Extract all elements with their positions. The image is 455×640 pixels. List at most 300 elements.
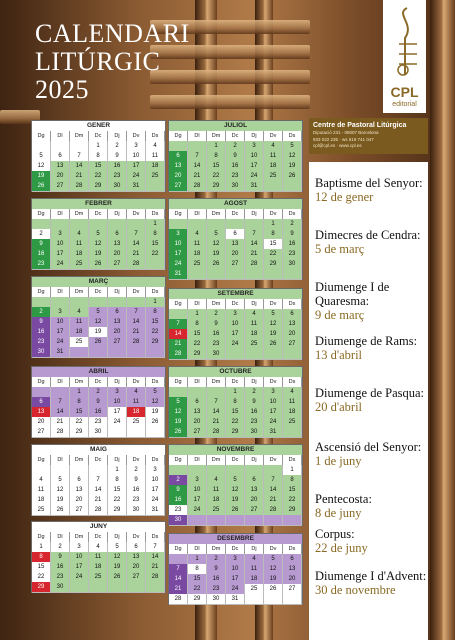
title-year: 2025	[35, 75, 89, 104]
weekday-label: Dv	[264, 209, 283, 220]
day-cell: 26	[108, 572, 127, 583]
weekday-header	[169, 299, 302, 309]
feast-item	[315, 280, 427, 322]
week-row	[169, 339, 302, 349]
day-cell	[89, 347, 108, 358]
weekday-label: Dl	[188, 455, 207, 466]
day-cell: 20	[51, 171, 70, 182]
weekday-label: Dm	[207, 544, 226, 555]
day-cell: 23	[207, 584, 226, 595]
day-cell: 19	[32, 171, 51, 182]
week-row	[32, 465, 165, 475]
day-cell: 3	[169, 229, 188, 240]
day-cell: 17	[146, 485, 165, 496]
day-cell: 13	[32, 407, 51, 418]
day-cell: 22	[146, 249, 165, 260]
day-cell	[207, 515, 226, 526]
day-cell: 6	[108, 229, 127, 240]
day-cell: 21	[127, 327, 146, 338]
day-cell: 11	[264, 151, 283, 162]
day-cell: 26	[32, 181, 51, 192]
day-cell: 1	[283, 465, 302, 476]
day-cell: 11	[207, 485, 226, 496]
day-cell	[264, 515, 283, 526]
week-row	[32, 181, 165, 191]
day-cell: 28	[169, 349, 188, 360]
day-cell: 12	[226, 485, 245, 496]
day-cell: 30	[169, 515, 188, 526]
weekday-label: Dm	[207, 377, 226, 388]
month-name: MAIG	[32, 445, 165, 455]
feast-date: 1 de juny	[315, 454, 362, 468]
day-cell: 19	[51, 495, 70, 506]
day-cell	[283, 269, 302, 280]
day-cell: 1	[264, 219, 283, 230]
weekday-header	[32, 209, 165, 219]
day-cell: 25	[245, 584, 264, 595]
feast-name: Diumenge I d'Advent:	[315, 569, 427, 583]
day-cell: 31	[169, 269, 188, 280]
weekday-label: Dg	[169, 299, 188, 310]
day-cell: 6	[169, 151, 188, 162]
weekday-header	[32, 455, 165, 465]
weekday-label: Dl	[51, 209, 70, 220]
day-cell: 25	[283, 417, 302, 428]
day-cell: 22	[207, 171, 226, 182]
weekday-label: Dg	[169, 209, 188, 220]
day-cell: 4	[89, 542, 108, 553]
weekday-label: Dc	[226, 455, 245, 466]
weekday-header	[169, 209, 302, 219]
day-cell: 31	[51, 347, 70, 358]
weekday-label: Ds	[146, 209, 165, 220]
day-cell: 16	[89, 407, 108, 418]
day-cell: 23	[283, 249, 302, 260]
week-row	[32, 495, 165, 505]
day-cell: 14	[245, 239, 264, 250]
day-cell: 10	[146, 475, 165, 486]
week-row	[169, 515, 302, 525]
day-cell: 8	[188, 319, 207, 330]
day-cell: 26	[51, 505, 70, 516]
week-row	[169, 171, 302, 181]
weekday-label: Dl	[51, 455, 70, 466]
month-name: GENER	[32, 121, 165, 131]
month-juliol	[168, 120, 303, 192]
day-cell: 11	[127, 397, 146, 408]
day-cell: 29	[108, 505, 127, 516]
day-cell: 5	[226, 475, 245, 486]
week-row	[169, 574, 302, 584]
week-row	[169, 475, 302, 485]
feast-item	[315, 334, 427, 362]
day-cell: 15	[207, 161, 226, 172]
weekday-label: Dl	[51, 131, 70, 142]
week-row	[32, 572, 165, 582]
day-cell: 3	[51, 307, 70, 318]
week-row	[169, 485, 302, 495]
day-cell: 2	[207, 554, 226, 565]
week-row	[169, 229, 302, 239]
day-cell: 3	[264, 387, 283, 398]
weekday-label: Dg	[32, 131, 51, 142]
weekday-header	[169, 131, 302, 141]
weekday-label: Dv	[127, 287, 146, 298]
day-cell	[146, 181, 165, 192]
day-cell: 14	[188, 161, 207, 172]
day-cell: 29	[146, 337, 165, 348]
weekday-label: Dv	[264, 131, 283, 142]
day-cell: 3	[146, 465, 165, 476]
day-cell: 17	[226, 329, 245, 340]
day-cell: 23	[32, 259, 51, 270]
week-row	[32, 171, 165, 181]
day-cell: 10	[127, 151, 146, 162]
day-cell: 22	[283, 495, 302, 506]
day-cell: 22	[264, 249, 283, 260]
day-cell: 26	[226, 505, 245, 516]
feast-item	[315, 440, 427, 468]
day-cell: 27	[51, 181, 70, 192]
day-cell: 27	[169, 181, 188, 192]
day-cell: 8	[188, 564, 207, 575]
day-cell: 15	[146, 317, 165, 328]
week-row	[32, 505, 165, 515]
day-cell: 7	[51, 397, 70, 408]
day-cell	[264, 269, 283, 280]
day-cell: 5	[89, 307, 108, 318]
day-cell: 18	[146, 161, 165, 172]
week-row	[32, 249, 165, 259]
weekday-label: Dl	[188, 209, 207, 220]
day-cell: 2	[127, 465, 146, 476]
day-cell: 25	[188, 259, 207, 270]
weekday-label: Dj	[245, 544, 264, 555]
day-cell: 18	[89, 562, 108, 573]
day-cell: 24	[169, 259, 188, 270]
week-row	[169, 219, 302, 229]
day-cell: 27	[245, 505, 264, 516]
day-cell: 30	[89, 427, 108, 438]
title-line: LITÚRGIC	[35, 47, 161, 76]
weekday-label: Ds	[146, 377, 165, 388]
day-cell: 30	[207, 349, 226, 360]
week-row	[169, 584, 302, 594]
weekday-label: Dc	[89, 455, 108, 466]
feast-date: 5 de març	[315, 242, 365, 256]
month-setembre	[168, 288, 303, 360]
day-cell: 8	[108, 475, 127, 486]
weekday-label: Ds	[146, 131, 165, 142]
day-cell: 25	[70, 259, 89, 270]
week-row	[32, 407, 165, 417]
day-cell	[245, 594, 264, 605]
day-cell: 7	[146, 542, 165, 553]
day-cell: 24	[245, 171, 264, 182]
day-cell: 30	[51, 582, 70, 593]
day-cell: 29	[32, 582, 51, 593]
day-cell	[89, 582, 108, 593]
day-cell: 22	[146, 327, 165, 338]
day-cell: 3	[127, 141, 146, 152]
day-cell: 9	[51, 552, 70, 563]
day-cell: 26	[146, 417, 165, 428]
weekday-label: Dc	[226, 131, 245, 142]
month-gener	[31, 120, 166, 192]
day-cell: 19	[169, 417, 188, 428]
day-cell: 8	[89, 151, 108, 162]
weekday-label: Dv	[264, 455, 283, 466]
day-cell: 18	[245, 574, 264, 585]
day-cell: 2	[51, 542, 70, 553]
day-cell: 20	[127, 562, 146, 573]
day-cell: 23	[245, 417, 264, 428]
day-cell: 29	[264, 259, 283, 270]
day-cell: 14	[51, 407, 70, 418]
day-cell: 20	[283, 329, 302, 340]
day-cell: 19	[89, 327, 108, 338]
day-cell: 26	[89, 259, 108, 270]
weekday-label: Dj	[108, 131, 127, 142]
feast-name: Diumenge de Rams:	[315, 334, 418, 348]
week-row	[169, 427, 302, 437]
day-cell: 12	[264, 319, 283, 330]
day-cell: 9	[32, 239, 51, 250]
day-cell	[207, 269, 226, 280]
day-cell: 18	[32, 495, 51, 506]
day-cell: 21	[146, 562, 165, 573]
day-cell: 10	[108, 397, 127, 408]
day-cell: 17	[70, 562, 89, 573]
week-row	[169, 397, 302, 407]
feast-name: Baptisme del Senyor:	[315, 176, 423, 190]
day-cell: 16	[108, 161, 127, 172]
week-row	[32, 417, 165, 427]
day-cell: 11	[245, 319, 264, 330]
week-row	[32, 219, 165, 229]
day-cell: 25	[89, 572, 108, 583]
day-cell: 30	[127, 505, 146, 516]
day-cell: 30	[108, 181, 127, 192]
weekday-label: Ds	[146, 532, 165, 543]
day-cell: 15	[264, 239, 283, 250]
day-cell: 8	[226, 397, 245, 408]
day-cell: 8	[70, 397, 89, 408]
day-cell: 1	[32, 542, 51, 553]
day-cell	[146, 582, 165, 593]
weekday-label: Dm	[207, 209, 226, 220]
weekday-label: Dg	[32, 532, 51, 543]
weekday-label: Ds	[283, 299, 302, 310]
week-row	[169, 141, 302, 151]
weekday-label: Dj	[108, 287, 127, 298]
day-cell	[226, 515, 245, 526]
day-cell: 16	[127, 485, 146, 496]
week-row	[169, 161, 302, 171]
feast-item	[315, 492, 427, 520]
day-cell: 18	[245, 329, 264, 340]
weekday-header	[169, 544, 302, 554]
day-cell: 31	[245, 181, 264, 192]
weekday-header	[32, 377, 165, 387]
day-cell: 21	[89, 495, 108, 506]
day-cell: 14	[70, 161, 89, 172]
weekday-label: Ds	[146, 287, 165, 298]
day-cell: 10	[51, 317, 70, 328]
day-cell: 28	[127, 337, 146, 348]
day-cell: 20	[245, 495, 264, 506]
day-cell: 10	[226, 564, 245, 575]
day-cell: 7	[264, 475, 283, 486]
weekday-label: Dc	[89, 287, 108, 298]
day-cell	[188, 515, 207, 526]
weekday-label: Dv	[127, 377, 146, 388]
day-cell	[283, 349, 302, 360]
day-cell: 21	[188, 171, 207, 182]
weekday-label: Dg	[169, 131, 188, 142]
day-cell: 9	[127, 475, 146, 486]
weekday-label: Dl	[188, 544, 207, 555]
weekday-label: Dv	[264, 544, 283, 555]
day-cell: 20	[226, 249, 245, 260]
weekday-label: Dg	[32, 287, 51, 298]
day-cell: 7	[70, 151, 89, 162]
weekday-label: Dv	[127, 532, 146, 543]
day-cell	[70, 582, 89, 593]
day-cell: 26	[207, 259, 226, 270]
weekday-label: Dv	[264, 299, 283, 310]
day-cell: 27	[32, 427, 51, 438]
day-cell: 27	[283, 584, 302, 595]
month-abril	[31, 366, 166, 438]
day-cell: 3	[51, 229, 70, 240]
day-cell: 13	[283, 564, 302, 575]
day-cell: 4	[283, 387, 302, 398]
day-cell: 10	[188, 485, 207, 496]
day-cell: 31	[127, 181, 146, 192]
day-cell: 14	[127, 317, 146, 328]
day-cell: 15	[188, 329, 207, 340]
day-cell	[245, 349, 264, 360]
week-row	[32, 485, 165, 495]
day-cell: 23	[169, 505, 188, 516]
day-cell: 9	[169, 485, 188, 496]
week-row	[32, 317, 165, 327]
feast-name: Dimecres de Cendra:	[315, 228, 421, 242]
day-cell: 13	[245, 485, 264, 496]
organ-pipe-logo-icon	[387, 4, 422, 82]
weekday-label: Dv	[264, 377, 283, 388]
day-cell: 15	[226, 407, 245, 418]
day-cell: 23	[51, 572, 70, 583]
day-cell: 11	[146, 151, 165, 162]
day-cell: 27	[127, 572, 146, 583]
day-cell	[127, 427, 146, 438]
day-cell: 4	[264, 141, 283, 152]
weekday-label: Dc	[226, 299, 245, 310]
week-row	[32, 387, 165, 397]
day-cell	[146, 259, 165, 270]
day-cell: 12	[283, 151, 302, 162]
day-cell: 4	[188, 229, 207, 240]
day-cell: 1	[188, 554, 207, 565]
day-cell: 20	[108, 249, 127, 260]
feast-date: 22 de juny	[315, 541, 368, 555]
day-cell	[108, 582, 127, 593]
week-row	[169, 495, 302, 505]
day-cell: 1	[146, 219, 165, 230]
weekday-label: Dc	[89, 209, 108, 220]
day-cell: 10	[226, 319, 245, 330]
day-cell: 9	[283, 229, 302, 240]
day-cell: 4	[245, 554, 264, 565]
month-name: JUNY	[32, 522, 165, 532]
day-cell: 8	[146, 307, 165, 318]
day-cell: 2	[169, 475, 188, 486]
day-cell: 21	[51, 417, 70, 428]
week-row	[32, 562, 165, 572]
day-cell: 25	[32, 505, 51, 516]
day-cell: 6	[283, 309, 302, 320]
day-cell: 5	[108, 542, 127, 553]
weekday-label: Dj	[108, 532, 127, 543]
day-cell: 23	[207, 339, 226, 350]
day-cell: 5	[169, 397, 188, 408]
day-cell: 11	[283, 397, 302, 408]
weekday-label: Dc	[226, 377, 245, 388]
feast-item	[315, 386, 427, 414]
day-cell: 7	[127, 229, 146, 240]
day-cell: 13	[127, 552, 146, 563]
day-cell: 31	[264, 427, 283, 438]
day-cell: 18	[283, 407, 302, 418]
day-cell: 23	[108, 171, 127, 182]
day-cell: 19	[89, 249, 108, 260]
week-row	[32, 427, 165, 437]
day-cell: 14	[207, 407, 226, 418]
day-cell: 20	[283, 574, 302, 585]
weekday-label: Ds	[283, 377, 302, 388]
month-maig	[31, 444, 166, 516]
day-cell: 9	[108, 151, 127, 162]
weekday-label: Dv	[127, 455, 146, 466]
day-cell: 26	[264, 339, 283, 350]
month-febrer	[31, 198, 166, 270]
week-row	[169, 387, 302, 397]
day-cell: 23	[127, 495, 146, 506]
day-cell: 15	[146, 239, 165, 250]
day-cell: 12	[89, 239, 108, 250]
day-cell: 11	[70, 317, 89, 328]
day-cell: 24	[51, 337, 70, 348]
day-cell: 13	[226, 239, 245, 250]
week-row	[32, 141, 165, 151]
week-row	[169, 329, 302, 339]
day-cell	[264, 349, 283, 360]
day-cell	[283, 515, 302, 526]
weekday-label: Dl	[188, 377, 207, 388]
month-octubre	[168, 366, 303, 438]
day-cell: 6	[51, 151, 70, 162]
weekday-label: Dc	[89, 377, 108, 388]
week-row	[169, 407, 302, 417]
weekday-label: Dj	[108, 455, 127, 466]
weekday-label: Dm	[70, 287, 89, 298]
day-cell: 20	[169, 171, 188, 182]
day-cell: 8	[207, 151, 226, 162]
weekday-label: Dm	[70, 532, 89, 543]
day-cell: 30	[207, 594, 226, 605]
